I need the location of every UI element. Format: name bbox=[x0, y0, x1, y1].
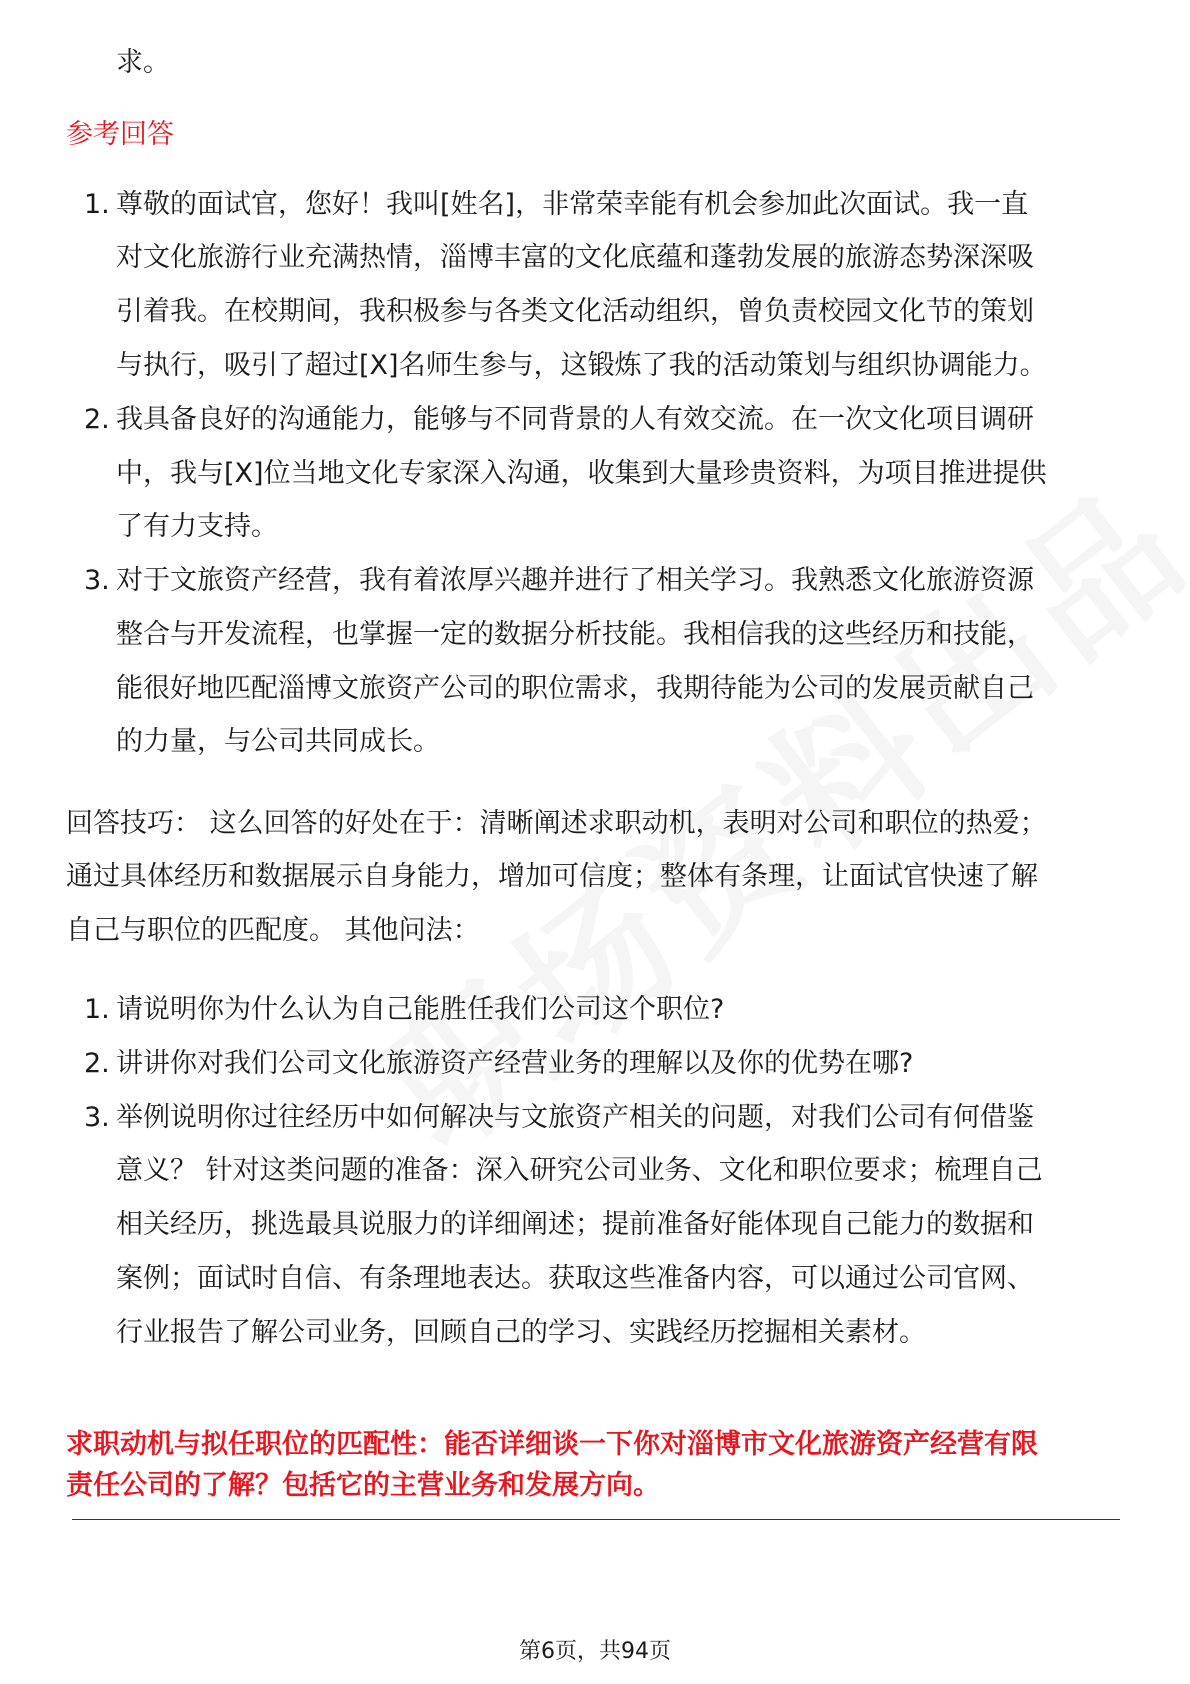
item-number: 3. bbox=[84, 1102, 110, 1133]
answer-line: 引着我。在校期间，我积极参与各类文化活动组织，曾负责校园文化节的策划 bbox=[116, 296, 1034, 327]
item-number: 1. bbox=[84, 189, 110, 220]
answer-line: 我具备良好的沟通能力，能够与不同背景的人有效交流。在一次文化项目调研 bbox=[116, 404, 1034, 435]
answer-line: 对文化旅游行业充满热情，淄博丰富的文化底蕴和蓬勃发展的旅游态势深深吸 bbox=[116, 242, 1034, 273]
answer-line: 对于文旅资产经营，我有着浓厚兴趣并进行了相关学习。我熟悉文化旅游资源 bbox=[116, 565, 1034, 596]
other-line: 讲讲你对我们公司文化旅游资产经营业务的理解以及你的优势在哪? bbox=[116, 1048, 914, 1079]
next-question-line: 责任公司的了解？包括它的主营业务和发展方向。 bbox=[66, 1470, 660, 1501]
answer-line: 尊敬的面试官，您好！我叫[姓名]，非常荣幸能有机会参加此次面试。我一直 bbox=[116, 189, 1029, 220]
other-line: 案例；面试时自信、有条理地表达。获取这些准备内容，可以通过公司官网、 bbox=[116, 1263, 1034, 1294]
answer-line: 能很好地匹配淄博文旅资产公司的职位需求，我期待能为公司的发展贡献自己 bbox=[116, 673, 1034, 704]
tips-line: 回答技巧： 这么回答的好处在于：清晰阐述求职动机，表明对公司和职位的热爱； bbox=[66, 808, 1047, 839]
other-line: 请说明你为什么认为自己能胜任我们公司这个职位? bbox=[116, 994, 725, 1025]
tips-line: 通过具体经历和数据展示自身能力，增加可信度；整体有条理，让面试官快速了解 bbox=[66, 861, 1038, 892]
answer-line: 中，我与[X]位当地文化专家深入沟通，收集到大量珍贵资料，为项目推进提供 bbox=[116, 458, 1047, 489]
item-number: 3. bbox=[84, 565, 110, 596]
next-question-line: 求职动机与拟任职位的匹配性：能否详细谈一下你对淄博市文化旅游资产经营有限 bbox=[66, 1429, 1038, 1460]
divider bbox=[72, 1519, 1120, 1520]
answer-line: 了有力支持。 bbox=[116, 511, 278, 542]
answer-line: 整合与开发流程，也掌握一定的数据分析技能。我相信我的这些经历和技能， bbox=[116, 619, 1034, 650]
other-line: 相关经历，挑选最具说服力的详细阐述；提前准备好能体现自己能力的数据和 bbox=[116, 1209, 1034, 1240]
item-number: 2. bbox=[84, 1048, 110, 1079]
tips-line: 自己与职位的匹配度。 其他问法： bbox=[66, 915, 480, 946]
top-fragment: 求。 bbox=[116, 47, 170, 78]
other-line: 意义？ 针对这类问题的准备：深入研究公司业务、文化和职位要求；梳理自己 bbox=[116, 1155, 1043, 1186]
other-line: 行业报告了解公司业务，回顾自己的学习、实践经历挖掘相关素材。 bbox=[116, 1317, 926, 1348]
other-line: 举例说明你过往经历中如何解决与文旅资产相关的问题，对我们公司有何借鉴 bbox=[116, 1102, 1034, 1133]
item-number: 2. bbox=[84, 404, 110, 435]
answer-line: 与执行，吸引了超过[X]名师生参与，这锻炼了我的活动策划与组织协调能力。 bbox=[116, 350, 1047, 381]
page-footer: 第6页，共94页 bbox=[519, 1639, 671, 1664]
reference-heading: 参考回答 bbox=[66, 119, 174, 150]
answer-line: 的力量，与公司共同成长。 bbox=[116, 726, 440, 757]
item-number: 1. bbox=[84, 994, 110, 1025]
